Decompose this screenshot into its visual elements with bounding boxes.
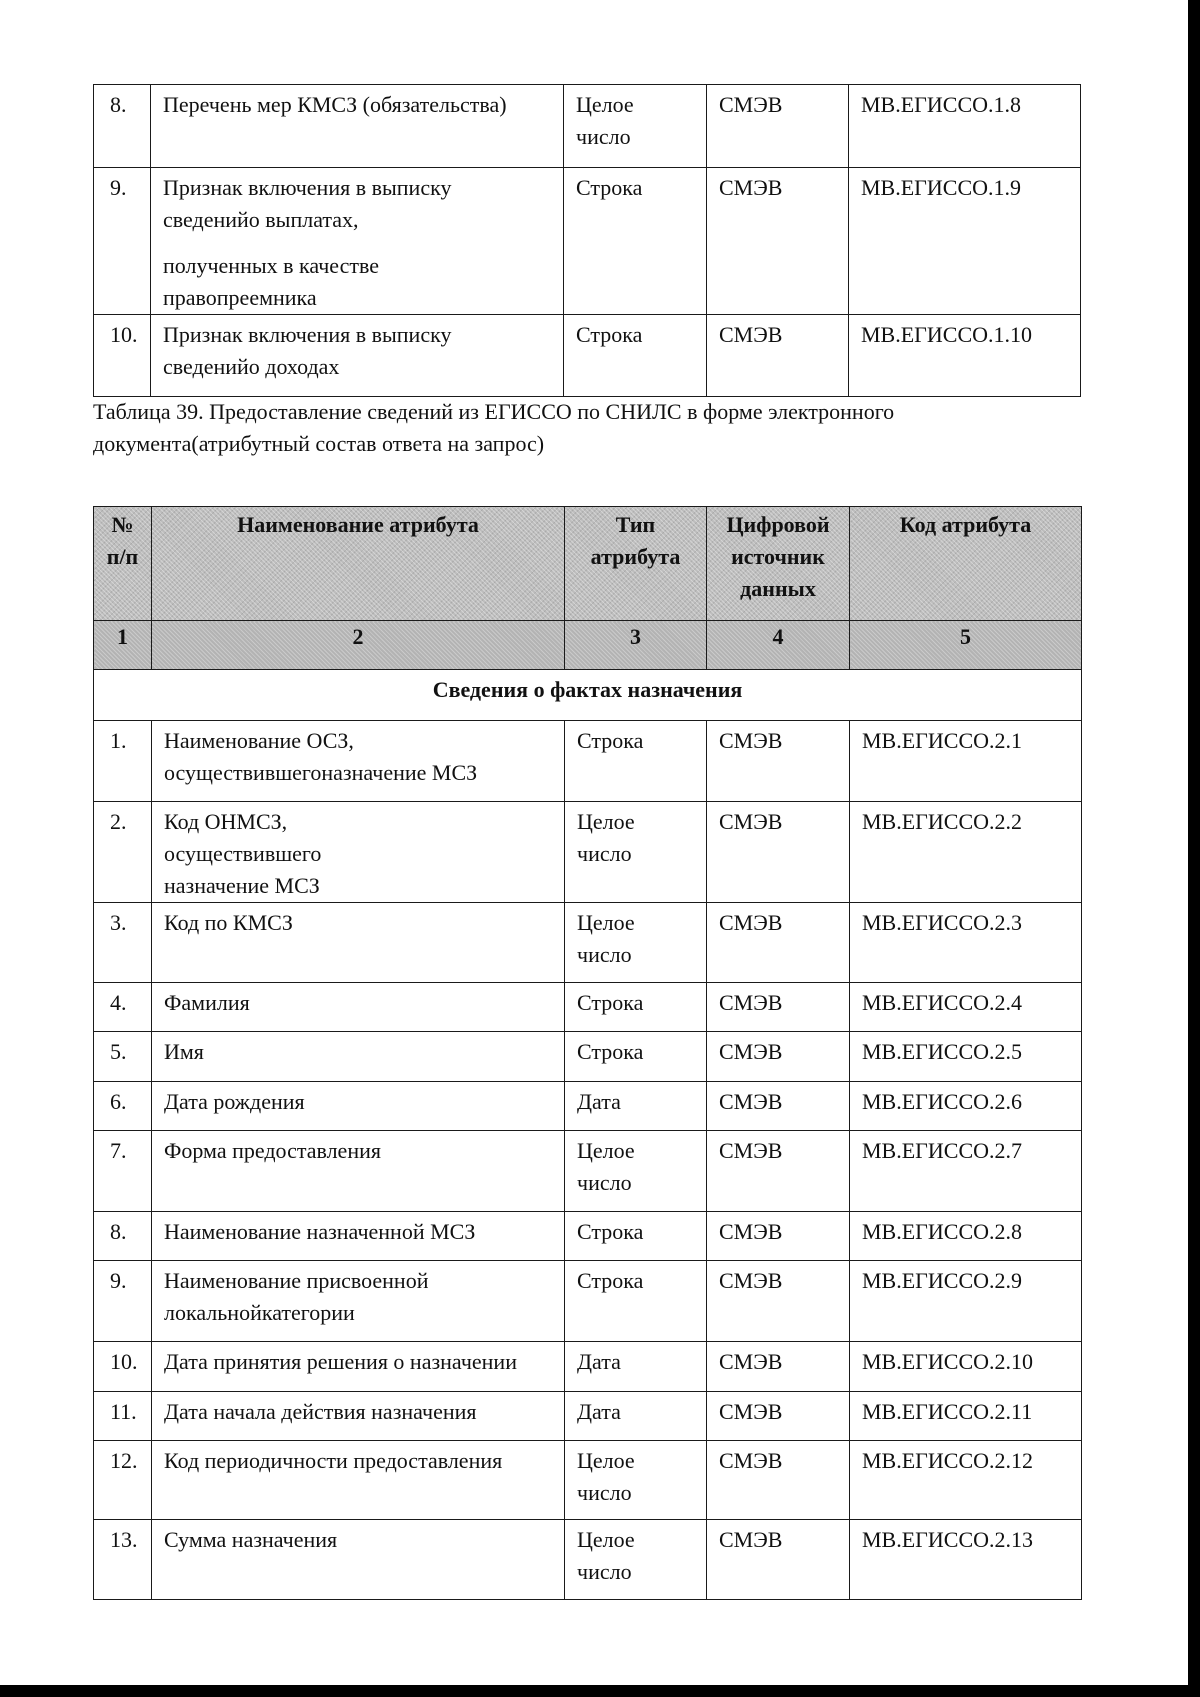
header-num: № п/п xyxy=(94,507,152,621)
table-row xyxy=(94,1441,1082,1520)
row-number: 1. xyxy=(94,721,152,802)
data-source: СМЭВ xyxy=(707,983,850,1032)
attribute-type: Строка xyxy=(565,983,707,1032)
header-attribute-name: Наименование атрибута xyxy=(152,507,565,621)
attribute-name: Сумма назначения xyxy=(152,1520,565,1600)
table-row xyxy=(94,903,1082,983)
attribute-name: Признак включения в выписку сведенийо выплатах, полученных в качестве правопреемника xyxy=(151,168,564,315)
header-attribute-type: Тип атрибута xyxy=(565,507,707,621)
attributes-table xyxy=(93,506,1082,1600)
row-number: 10. xyxy=(94,315,151,397)
attribute-name: Код по КМСЗ xyxy=(152,903,565,983)
attribute-type: Строка xyxy=(565,1261,707,1342)
table-row xyxy=(94,315,1081,397)
column-index: 4 xyxy=(707,621,850,670)
column-index: 1 xyxy=(94,621,152,670)
table-row xyxy=(94,1520,1082,1600)
table-row xyxy=(94,1261,1082,1342)
row-number: 9. xyxy=(94,1261,152,1342)
attribute-name: Код ОНМСЗ, осуществившего назначение МСЗ xyxy=(152,802,565,903)
header-attribute-code: Код атрибута xyxy=(850,507,1082,621)
row-number: 2. xyxy=(94,802,152,903)
row-number: 7. xyxy=(94,1131,152,1212)
table-row xyxy=(94,802,1082,903)
attribute-type: Строка xyxy=(565,721,707,802)
data-source: СМЭВ xyxy=(707,168,849,315)
data-source: СМЭВ xyxy=(707,1342,850,1392)
data-source: СМЭВ xyxy=(707,903,850,983)
attribute-name: Имя xyxy=(152,1032,565,1082)
table-row xyxy=(94,1131,1082,1212)
data-source: СМЭВ xyxy=(707,1082,850,1131)
caption-line-1: Таблица 39. Предоставление сведений из ЕГИССО по СНИЛС в форме электронного xyxy=(93,399,895,424)
attribute-type: Целое число xyxy=(565,1520,707,1600)
column-index: 5 xyxy=(850,621,1082,670)
data-source: СМЭВ xyxy=(707,1261,850,1342)
continued-table-body xyxy=(94,85,1081,397)
attribute-type: Целое число xyxy=(565,1441,707,1520)
table-row xyxy=(94,1342,1082,1392)
table-caption xyxy=(93,396,1093,460)
data-source: СМЭВ xyxy=(707,721,850,802)
attribute-code: МВ.ЕГИССО.2.7 xyxy=(850,1131,1082,1212)
attribute-code: МВ.ЕГИССО.2.10 xyxy=(850,1342,1082,1392)
attribute-name: Код периодичности предоставления xyxy=(152,1441,565,1520)
attribute-code: МВ.ЕГИССО.2.5 xyxy=(850,1032,1082,1082)
attribute-type: Строка xyxy=(564,315,707,397)
attribute-code: МВ.ЕГИССО.2.4 xyxy=(850,983,1082,1032)
row-number: 6. xyxy=(94,1082,152,1131)
attributes-table-body xyxy=(94,670,1082,1600)
attribute-name: Фамилия xyxy=(152,983,565,1032)
attribute-type: Целое число xyxy=(564,85,707,168)
table-row xyxy=(94,1392,1082,1441)
header-row xyxy=(94,507,1082,621)
attribute-name: Признак включения в выписку сведенийо доходах xyxy=(151,315,564,397)
table-row xyxy=(94,983,1082,1032)
attribute-code: МВ.ЕГИССО.1.10 xyxy=(849,315,1081,397)
row-number: 9. xyxy=(94,168,151,315)
attribute-type: Дата xyxy=(565,1082,707,1131)
attribute-type: Целое число xyxy=(565,903,707,983)
section-row xyxy=(94,670,1082,721)
attribute-name: Дата рождения xyxy=(152,1082,565,1131)
caption-line-2: документа(атрибутный состав ответа на запрос) xyxy=(93,431,545,456)
attribute-type: Строка xyxy=(565,1032,707,1082)
table-row xyxy=(94,1032,1082,1082)
attribute-name: Дата начала действия назначения xyxy=(152,1392,565,1441)
header-data-source: Цифровой источник данных xyxy=(707,507,850,621)
attribute-name: Наименование ОСЗ, осуществившегоназначение МСЗ xyxy=(152,721,565,802)
attribute-code: МВ.ЕГИССО.2.6 xyxy=(850,1082,1082,1131)
row-number: 10. xyxy=(94,1342,152,1392)
attribute-code: МВ.ЕГИССО.2.9 xyxy=(850,1261,1082,1342)
attribute-type: Дата xyxy=(565,1342,707,1392)
attribute-type: Строка xyxy=(565,1212,707,1261)
attribute-code: МВ.ЕГИССО.1.9 xyxy=(849,168,1081,315)
attribute-code: МВ.ЕГИССО.2.1 xyxy=(850,721,1082,802)
data-source: СМЭВ xyxy=(707,1520,850,1600)
attribute-name: Дата принятия решения о назначении xyxy=(152,1342,565,1392)
attribute-code: МВ.ЕГИССО.2.8 xyxy=(850,1212,1082,1261)
table-row xyxy=(94,168,1081,315)
table-row xyxy=(94,721,1082,802)
attribute-type: Дата xyxy=(565,1392,707,1441)
row-number: 11. xyxy=(94,1392,152,1441)
data-source: СМЭВ xyxy=(707,315,849,397)
attribute-type: Целое число xyxy=(565,1131,707,1212)
row-number: 3. xyxy=(94,903,152,983)
table-row xyxy=(94,1082,1082,1131)
data-source: СМЭВ xyxy=(707,1131,850,1212)
scan-bottom-edge xyxy=(0,1685,1200,1697)
row-number: 8. xyxy=(94,85,151,168)
attribute-name: Перечень мер КМСЗ (обязательства) xyxy=(151,85,564,168)
scan-right-edge xyxy=(1188,0,1200,1697)
row-number: 12. xyxy=(94,1441,152,1520)
column-index: 3 xyxy=(565,621,707,670)
row-number: 5. xyxy=(94,1032,152,1082)
attribute-code: МВ.ЕГИССО.2.11 xyxy=(850,1392,1082,1441)
data-source: СМЭВ xyxy=(707,802,850,903)
attributes-table-header xyxy=(94,507,1082,670)
column-index-row xyxy=(94,621,1082,670)
attribute-code: МВ.ЕГИССО.2.12 xyxy=(850,1441,1082,1520)
attribute-code: МВ.ЕГИССО.2.3 xyxy=(850,903,1082,983)
data-source: СМЭВ xyxy=(707,1212,850,1261)
column-index: 2 xyxy=(152,621,565,670)
data-source: СМЭВ xyxy=(707,85,849,168)
data-source: СМЭВ xyxy=(707,1441,850,1520)
attribute-code: МВ.ЕГИССО.2.2 xyxy=(850,802,1082,903)
row-number: 4. xyxy=(94,983,152,1032)
attribute-name: Наименование назначенной МСЗ xyxy=(152,1212,565,1261)
continued-table xyxy=(93,84,1081,397)
attribute-name: Форма предоставления xyxy=(152,1131,565,1212)
attribute-name: Наименование присвоенной локальнойкатегории xyxy=(152,1261,565,1342)
row-number: 8. xyxy=(94,1212,152,1261)
table-row xyxy=(94,1212,1082,1261)
row-number: 13. xyxy=(94,1520,152,1600)
attribute-code: МВ.ЕГИССО.1.8 xyxy=(849,85,1081,168)
section-title: Сведения о фактах назначения xyxy=(94,670,1082,721)
data-source: СМЭВ xyxy=(707,1032,850,1082)
data-source: СМЭВ xyxy=(707,1392,850,1441)
table-row xyxy=(94,85,1081,168)
attribute-code: МВ.ЕГИССО.2.13 xyxy=(850,1520,1082,1600)
attribute-type: Строка xyxy=(564,168,707,315)
attribute-type: Целое число xyxy=(565,802,707,903)
